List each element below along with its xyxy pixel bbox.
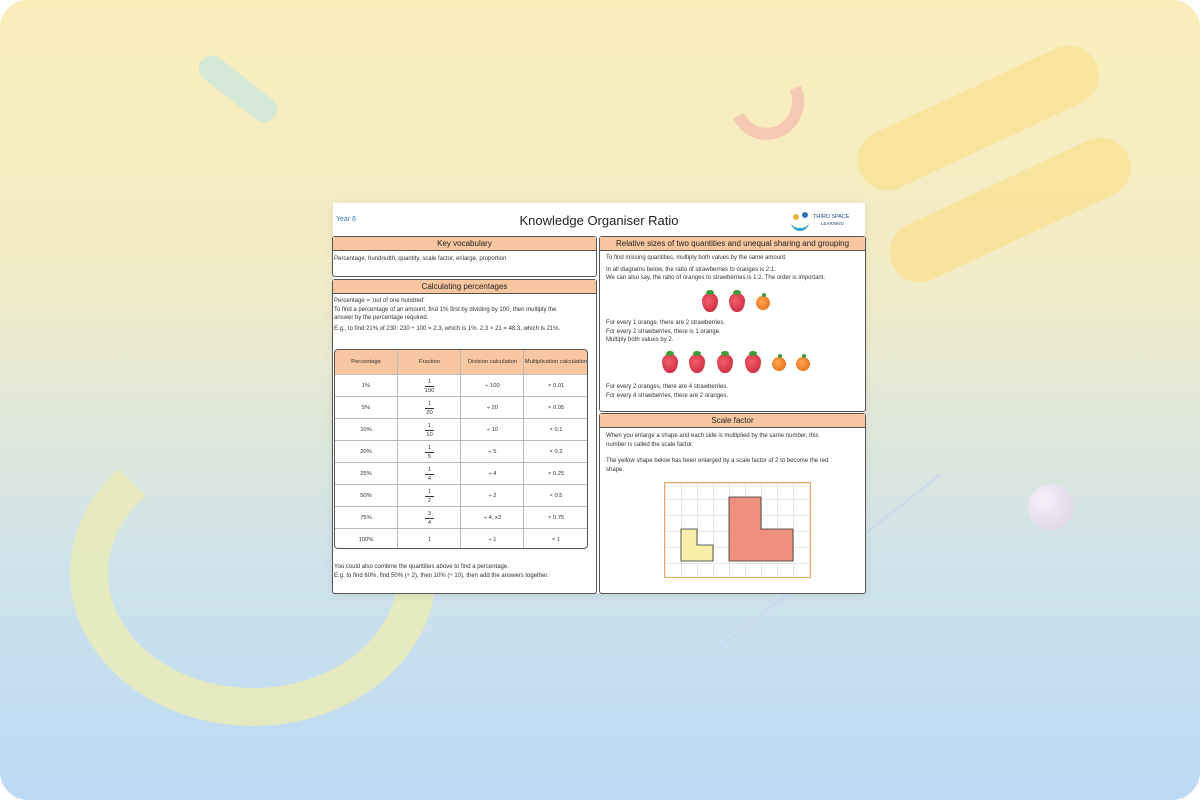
page-title: Knowledge Organiser Ratio (519, 213, 679, 228)
key-vocabulary-panel (332, 236, 597, 277)
logo-text: THIRD SPACE (813, 214, 850, 220)
text-line: We can also say, the ratio of oranges to strawberries is 1:2. The order is important. (606, 275, 826, 281)
fraction-cell (397, 507, 461, 529)
text-line: shape. (606, 466, 625, 473)
fraction-whole: 1 (427, 537, 432, 543)
multiplication-cell: × 0.25 (523, 463, 588, 485)
fraction (425, 401, 434, 416)
numerator: 1 (427, 422, 432, 429)
column-header: Multiplication calculation (523, 350, 588, 374)
table-header-row (335, 350, 587, 374)
panel-heading: Relative sizes of two quantities and unequal sharing and grouping (600, 237, 865, 251)
column-header: Fraction (397, 350, 461, 374)
text-line: answer by the percentage required. (334, 315, 429, 321)
ratio-explanation (600, 251, 865, 283)
table-row (335, 462, 587, 485)
multiplication-cell: × 0.01 (523, 375, 588, 397)
fraction-cell (397, 441, 461, 463)
year-label: Year 6 (336, 216, 356, 223)
percentage-cell: 75% (360, 515, 372, 521)
table-row (335, 418, 587, 441)
text-line: For every 2 oranges, there are 4 strawberries. (606, 384, 729, 390)
table-row (335, 440, 587, 463)
yellow-l-shape (681, 529, 713, 561)
fraction (425, 423, 434, 438)
fraction-cell (397, 463, 461, 485)
multiplication-cell: × 0.05 (523, 397, 588, 419)
denominator: 4 (427, 475, 432, 482)
multiplication-cell: × 0.5 (523, 485, 588, 507)
table-row (335, 396, 587, 419)
fraction-cell (397, 529, 461, 549)
fraction-cell (397, 485, 461, 507)
fraction-bar (425, 452, 434, 453)
strawberry-icon (689, 354, 705, 373)
fraction-bar (425, 518, 434, 519)
column-header: Percentage (351, 359, 381, 365)
text-line: E.g. to find 60%, find 50% (÷ 2), then 10% (÷ 10), then add the answers together. (334, 572, 549, 579)
text-line: Multiply both values by 2. (606, 337, 674, 343)
strawberry-icon (729, 293, 745, 312)
panel-heading: Key vocabulary (333, 237, 596, 251)
strawberry-icon (662, 354, 678, 373)
percentage-explanation (333, 294, 596, 333)
table-row (335, 506, 587, 529)
orange-icon (796, 357, 810, 371)
fraction-bar (425, 474, 434, 475)
fraction (425, 445, 434, 460)
multiplication-cell: × 0.1 (523, 419, 588, 441)
denominator: 100 (424, 387, 435, 394)
text-line: You could also combine the quantities above to find a percentage. (334, 564, 509, 570)
logo-dot-icon (802, 212, 808, 218)
division-cell: ÷ 5 (460, 441, 524, 463)
text-line: For every 4 strawberries, there are 2 oranges. (606, 392, 729, 399)
fraction (425, 511, 434, 526)
strawberry-icon (717, 354, 733, 373)
fraction (425, 379, 435, 394)
decorative-arc (719, 54, 815, 151)
percentage-table (334, 349, 588, 549)
multiplication-cell: × 0.75 (523, 507, 588, 529)
text-line: To find missing quantities, multiply both values by the same amount. (606, 255, 787, 261)
orange-icon (756, 296, 770, 310)
fraction-cell (397, 375, 461, 397)
division-cell: ÷ 10 (460, 419, 524, 441)
ratio-group-two-text (606, 383, 728, 400)
calculating-percentages-panel (332, 279, 597, 594)
orange-icon (772, 357, 786, 371)
panel-heading: Calculating percentages (333, 280, 596, 294)
decorative-pill (194, 50, 283, 127)
percentage-cell: 1% (361, 383, 371, 389)
denominator: 10 (426, 431, 433, 438)
text-line: number is called the scale factor. (606, 441, 694, 448)
fraction-cell (397, 397, 461, 419)
numerator: 3 (427, 510, 432, 517)
numerator: 1 (427, 466, 432, 473)
fraction-bar (425, 408, 434, 409)
division-cell: ÷ 1 (460, 529, 524, 549)
sheet-header (333, 203, 865, 235)
table-row (335, 528, 587, 549)
shapes-drawing (665, 483, 810, 577)
fraction (425, 467, 434, 482)
multiplication-cell: × 0.2 (523, 441, 588, 463)
ratio-group-one-text (606, 319, 725, 345)
strawberry-icon (745, 354, 761, 373)
percentage-cell: 25% (360, 471, 372, 477)
fraction-bar (425, 496, 434, 497)
fraction (425, 489, 434, 504)
scale-grid (664, 482, 811, 578)
denominator: 5 (427, 453, 432, 460)
vocabulary-text: Percentage, hundredth, quantity, scale factor, enlarge, proportion (334, 256, 507, 262)
division-cell: ÷ 100 (460, 375, 524, 397)
denominator: 20 (426, 409, 433, 416)
logo-smile-icon (791, 221, 809, 231)
relative-sizes-panel (599, 236, 866, 412)
logo-subtext: LEARNING (821, 221, 845, 226)
division-cell: ÷ 20 (460, 397, 524, 419)
fraction-bar (425, 430, 434, 431)
fraction-cell (397, 419, 461, 441)
strawberry-icon (702, 293, 718, 312)
division-cell: ÷ 2 (460, 485, 524, 507)
panel-heading: Scale factor (600, 414, 865, 428)
table-row (335, 374, 587, 397)
text-line: Percentage = ‘out of one hundred’ (334, 298, 425, 304)
division-cell: ÷ 4 (460, 463, 524, 485)
denominator: 4 (427, 519, 432, 526)
table-footnote (334, 563, 549, 580)
red-l-shape (729, 497, 793, 561)
text-line: The yellow shape below has been enlarged by a scale factor of 2 to become the red (606, 458, 829, 464)
numerator: 1 (427, 378, 432, 385)
scale-explanation (600, 428, 865, 474)
percentage-cell: 50% (360, 493, 372, 499)
column-header: Division calculation (460, 350, 524, 374)
fraction-bar (425, 386, 434, 387)
logo-dot-icon (793, 214, 799, 220)
text-line: For every 1 orange, there are 2 strawberries. (606, 320, 726, 326)
third-space-logo (791, 212, 865, 232)
percentage-cell: 10% (360, 427, 372, 433)
decorative-ball (1028, 484, 1074, 530)
text-line: For every 2 strawberries, there is 1 orange. (606, 328, 721, 335)
text-line: To find a percentage of an amount, find 1% first by dividing by 100, then multiply the (334, 306, 557, 313)
denominator: 2 (427, 497, 432, 504)
numerator: 1 (427, 444, 432, 451)
text-line: In all diagrams below, the ratio of strawberries to oranges is 2:1. (606, 266, 776, 273)
numerator: 1 (427, 488, 432, 495)
table-row (335, 484, 587, 507)
percentage-cell: 20% (360, 449, 372, 455)
text-line: When you enlarge a shape and each side is multiplied by the same number, this (606, 433, 819, 439)
percentage-cell: 100% (358, 537, 374, 543)
division-cell: ÷ 4, x3 (460, 507, 524, 529)
text-line: E.g., to find 21% of 230: 230 ÷ 100 = 2.3, which is 1%. 2.3 × 21 = 48.3, which is 21%. (334, 325, 561, 332)
percentage-cell: 5% (361, 405, 371, 411)
numerator: 1 (427, 400, 432, 407)
multiplication-cell: × 1 (523, 529, 588, 549)
